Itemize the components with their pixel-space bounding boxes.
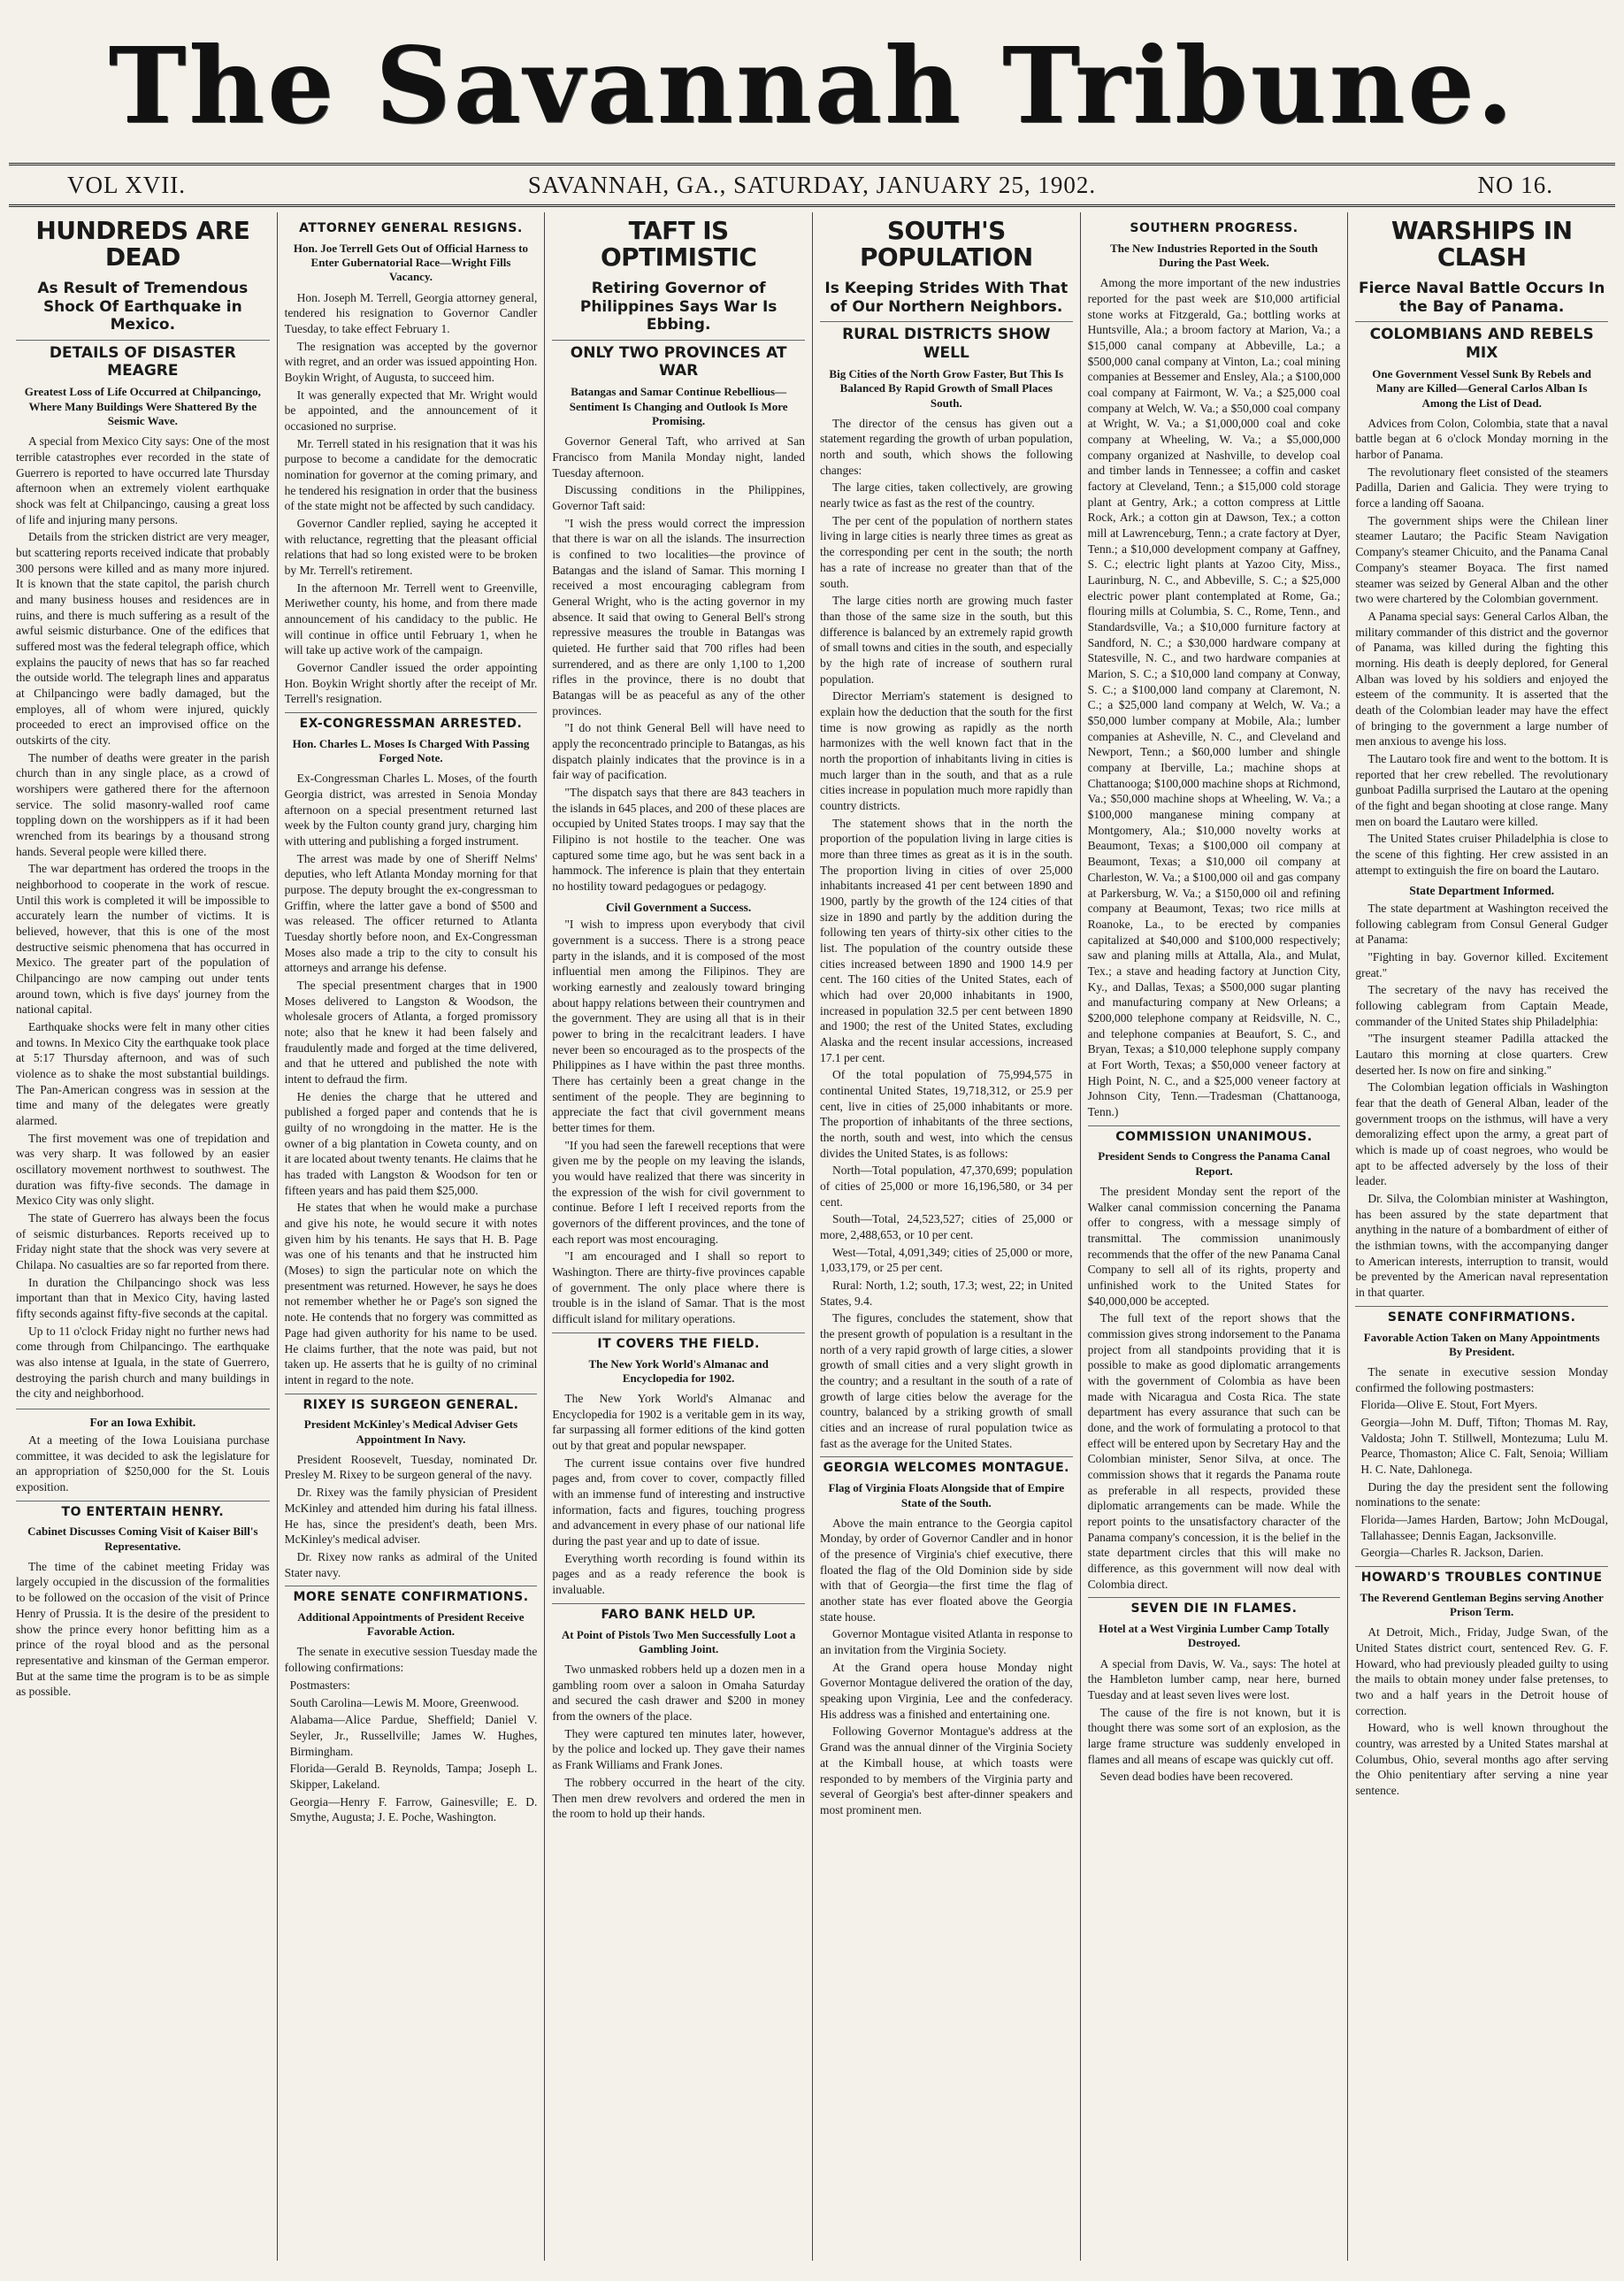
paragraph: The current issue contains over five hundred pages and, from cover to cover, compactly filled with an immense fund of interesting and instructive information, facts and figures, touching progress and advancement in every phase of our national life during the past year and up to date of issue.: [552, 1455, 805, 1548]
headline-hundreds-dead: HUNDREDS ARE DEAD: [35, 216, 250, 273]
section-heading: Civil Government a Success.: [606, 900, 752, 914]
paragraph: The statement shows that in the north the proportion of the population living in large cities is more than three times as great as it is in the south. The proportion living in cities of over 25,000 inhabitants increased 41 per cent between 1890 and 1900, partly by the growth of the 124 cities of that size in 1890 and partly by the addition during the following ten years of thirty-six other cities to the list. The population of the country outside these cities increased between 1890 and 1900 14.9 per cent. The 160 cities of the United States, each of which had over 20,000 inhabitants in 1900, increased in population 32.5 per cent between 1890 and 1900; the rest of the United States, excluding Alaska and the recent insular accessions, increased 17.1 per cent.: [819, 816, 1073, 1064]
article-heading: HOWARD'S TROUBLES CONTINUE: [1355, 1566, 1608, 1586]
column-6: [1347, 212, 1615, 2261]
paragraph: Hon. Joseph M. Terrell, Georgia attorney general, tendered his resignation to Governor Candler Tuesday, to take effect February 1.: [284, 290, 538, 335]
deck: President McKinley's Medical Adviser Gets Appointment In Navy.: [303, 1417, 518, 1446]
paragraph: The government ships were the Chilean liner steamer Lautaro; the Pacific Steam Navigation Company's steamer Chicuito, and the Panama Canal Company's steamer Boyaca. The first named steamer was seized by General Alban and the other two were chartered by the Colombian government.: [1355, 513, 1608, 606]
column-3: [544, 212, 812, 2261]
paragraph: "If you had seen the farewell receptions that were given me by the people on my leaving the islands, you would have realized that there was sincerity in the expression of the wish for civil government to continue. Before I left I received reports from the governors of the different provinces, and the tone of each report was most encouraging.: [552, 1138, 805, 1246]
paragraph: The revolutionary fleet consisted of the steamers Padilla, Darien and Galicia. They were trying to force a landing off Saoana.: [1355, 465, 1608, 511]
paragraph: Details from the stricken district are very meager, but scattering reports received indicate that probably 300 persons were killed and as many more injured. It is known that the state capitol, the parish church and many business houses and residences are in ruins, and there is much suffering as a result of the awful seismic disturbance. One of the edifices that suffered most was the federal telegraph office, which explains the paucity of news that has so far reached the outside world. The telegraph lines and apparatus at Chilpancingo were badly damaged, but the employes, all of whom were injured, quickly proceeded to erect an improvised office on the outskirts of the city.: [16, 530, 270, 747]
article-heading: RIXEY IS SURGEON GENERAL.: [285, 1394, 538, 1413]
dateline: SAVANNAH, GA., SATURDAY, JANUARY 25, 1902.: [527, 172, 1097, 198]
deck: The New York World's Almanac and Encyclopedia for 1902.: [588, 1356, 769, 1385]
subheadline: DETAILS OF DISASTER MEAGRE: [16, 340, 270, 380]
article-heading: ATTORNEY GENERAL RESIGNS.: [299, 221, 523, 235]
paragraph: "The dispatch says that there are 843 teachers in the islands in 645 places, and 200 of these places are occupied by United States troops. I may say that the Filipino is not hostile to the teacher. One was captured some time ago, but he was sent back in a hammock. The inference is plain that they entertain no hostility toward pedagogues or pedagogy.: [552, 785, 805, 893]
paragraph: The number of deaths were greater in the parish church than in any single place, as a crowd of worshipers were gathered there for the afternoon service. The solid masonry-walled roof came toppling down on the worshippers as if it had been wrenched from its bearings by a thousand strong hands. Several people were killed there.: [16, 750, 270, 858]
paragraph: Above the main entrance to the Georgia capitol Monday, by order of Governor Candler and in honor of the presence of Virginia's chief executive, there floated the flag of the Old Dominion side by side with that of Georgia—the first time the flag of another state has ever floated above the Georgia state house.: [819, 1516, 1073, 1624]
paragraph: The war department has ordered the troops in the neighborhood to cooperate in the work of rescue. Until this work is completed it will be impossible to accurately learn the number of victims. It is believed, however, that this is one of the most destructive seismic phenomena that has occurred in Mexico. The greater part of the population of Chilpancingo are now camping out under tents around town, which is five days' journey from the national capital.: [16, 862, 270, 1017]
list-item: Florida—Olive E. Stout, Fort Myers.: [1360, 1398, 1538, 1412]
deck: One Government Vessel Sunk By Rebels and Many are Killed—General Carlos Alban Is Among the List of Dead.: [1372, 367, 1592, 410]
paragraph: They were captured ten minutes later, however, by the police and locked up. They gave their names as Frank Williams and Frank Jones.: [552, 1726, 805, 1772]
paragraph: The secretary of the navy has received the following cablegram from Captain Meade, commander of the United States ship Philadelphia:: [1355, 983, 1608, 1028]
paragraph: South—Total, 24,523,527; cities of 25,000 or more, 2,488,653, or 10 per cent.: [819, 1212, 1073, 1242]
paragraph: Mr. Terrell stated in his resignation that it was his purpose to become a candidate for the democratic nomination for governor at the coming primary, and he tendered his resignation in order that the business of the state might not be affected by such candidacy.: [284, 436, 538, 513]
column-1: [9, 212, 277, 2261]
paragraph: In duration the Chilpancingo shock was less important than that in Mexico City, having lasted fifty seconds against fifty-five seconds at the capital.: [16, 1275, 270, 1321]
article-heading: TO ENTERTAIN HENRY.: [16, 1501, 270, 1520]
paragraph: At the Grand opera house Monday night Governor Montague delivered the oration of the day, speaking upon Virginia, Lee and the confederacy. His address was a finished and entertaining one.: [819, 1660, 1073, 1721]
paragraph: "I wish the press would correct the impression that there is war on all the islands. The insurrection is confined to two localities—the province of Batangas and the island of Samar. This morning I received a most encouraging cablegram from General Wright, who is the acting governor in my absence. It said that owing to General Bell's strong repressive measures the trouble in Batangas was quieted. He further said that 700 rifles had been surrendered, and as there are only 1,100 to 1,200 rifles in the province, there is no doubt that Batangas will be as peaceful as any of the other provinces.: [552, 516, 805, 718]
paragraph: Governor General Taft, who arrived at San Francisco from Manila Monday night, landed Tuesday afternoon.: [552, 434, 805, 480]
paragraph: The United States cruiser Philadelphia is close to the scene of this fighting. Her crew assisted in an attempt to extinguish the fire on board the Lautaro.: [1355, 832, 1608, 877]
subheadline: ONLY TWO PROVINCES AT WAR: [552, 340, 805, 380]
paragraph: A Panama special says: General Carlos Alban, the military commander of this district and the governor of Panama, was killed during the fighting this morning. His death is deeply deplored, for General Alban was loved by his soldiers and enjoyed the esteem of the community. It is asserted that the death of the Colombian leader may have the effect of bringing to the government a large number of men anxious to avenge his loss.: [1355, 609, 1608, 749]
paragraph: The president Monday sent the report of the Walker canal commission concerning the Panama offer to congress, with a message simply of transmittal. The commission unanimously recommends that the offer of the new Panama Canal Company to sell all of its rights, property and unfinished work to the United States for $40,000,000 be accepted.: [1087, 1184, 1341, 1308]
deck: Additional Appointments of President Receive Favorable Action.: [297, 1609, 525, 1639]
paragraph: The senate in executive session Tuesday made the following confirmations:: [284, 1645, 538, 1675]
list-item: Georgia—Charles R. Jackson, Darien.: [1360, 1546, 1544, 1560]
paragraph: Howard, who is well known throughout the country, was arrested by a United States marshal at Columbus, Ohio, several months ago after serving the Ohio penitentiary after serving a nine year sentence.: [1355, 1721, 1608, 1798]
paragraph: Dr. Silva, the Colombian minister at Washington, has been assured by the state department that anything in the nature of a bombardment of either of the isthmian towns, with the accompanying danger to American interests, interruption to transit, would be prevented by the American naval representation in that quarter.: [1355, 1192, 1608, 1300]
article-heading: EX-CONGRESSMAN ARRESTED.: [285, 712, 538, 732]
paragraph: The state of Guerrero has always been the focus of seismic disturbances. Reports received up to Friday night state that the shock was very severe at Chilapa. No casualties are so far reported from there.: [16, 1211, 270, 1272]
paragraph: Seven dead bodies have been recovered.: [1099, 1770, 1293, 1784]
paragraph: The senate in executive session Monday confirmed the following postmasters:: [1355, 1365, 1608, 1394]
paragraph: President Roosevelt, Tuesday, nominated Dr. Presley M. Rixey to be surgeon general of the navy.: [284, 1452, 538, 1482]
article-heading: GEORGIA WELCOMES MONTAGUE.: [820, 1456, 1073, 1476]
paragraph: The time of the cabinet meeting Friday was largely occupied in the discussion of the formalities to be followed on the occasion of the visit of Prince Henry of Prussia. It is the desire of the president to show the prince every honor befitting him as a prince of the royal blood and as the personal representative and kinsman of the German emperor. But at the same time the program is to be as simple as possible.: [16, 1559, 270, 1699]
column-2: [277, 212, 545, 2261]
deck: The Reverend Gentleman Begins serving Another Prison Term.: [1360, 1590, 1604, 1619]
list-item: Alabama—Alice Pardue, Sheffield; Daniel V. Seyler, Jr., Russellville; James W. Hughes, Birmingham.: [289, 1713, 538, 1758]
deck: Hon. Joe Terrell Gets Out of Official Harness to Enter Gubernatorial Race—Wright Fills Vacancy.: [293, 241, 529, 284]
paragraph: He denies the charge that he uttered and published a forged paper and contends that he is guilty of no wrongdoing in the matter. He is the owner of a big plantation in Coweta county, and on it are located about twenty tenants. He claims that he has traded with Langston & Woodson for ten or fifteen years and has paid them $25,000.: [284, 1089, 538, 1197]
paragraph: At Detroit, Mich., Friday, Judge Swan, of the United States district court, sentenced Rev. G. F. Howard, who had previously pleaded guilty to using the mails to obtain money under false pretenses, to two and a half years in the Detroit house of correction.: [1355, 1625, 1608, 1717]
deck: Hotel at a West Virginia Lumber Camp Totally Destroyed.: [1099, 1622, 1329, 1650]
paragraph: Following Governor Montague's address at the Grand was the annual dinner of the Virginia Society at the Kimball house, at which toasts were responded to by members of the Virginia party and several of Georgia's best after-dinner speakers and most prominent men.: [819, 1724, 1073, 1816]
paragraph: The cause of the fire is not known, but it is thought there was some sort of an explosion, as the large frame structure was suddenly enveloped in flames and all means of escape was quickly cut off.: [1087, 1705, 1341, 1766]
article-heading: FARO BANK HELD UP.: [552, 1603, 805, 1623]
paragraph: "I do not think General Bell will have need to apply the reconcentrado principle to Batangas, as his dispatch plainly indicates that the province is in a fair way of pacification.: [552, 721, 805, 782]
subheadline: Is Keeping Strides With That of Our Northern Neighbors.: [824, 280, 1069, 316]
paragraph: The robbery occurred in the heart of the city. Then men drew revolvers and ordered the men in the room to hold up their hands.: [552, 1775, 805, 1821]
headline-taft-optimistic: TAFT IS OPTIMISTIC: [600, 216, 757, 273]
paragraph: Of the total population of 75,994,575 in continental United States, 19,718,312, or 25.9 per cent, live in cities of 25,000 inhabitants or more. The proportion of inhabitants of the three sections, the north, south and west, into which the census divides the United States, is as follows:: [819, 1068, 1073, 1160]
volume-number: VOL XVII.: [67, 172, 186, 198]
headline-warships-clash: WARSHIPS IN CLASH: [1390, 216, 1573, 273]
deck: Big Cities of the North Grow Faster, But This Is Balanced By Rapid Growth of Small Places South.: [829, 367, 1064, 410]
list-item: Georgia—John M. Duff, Tifton; Thomas M. Ray, Valdosta; John T. Stillwell, Montezuma; Lulu M. Pearce, Thomaston; Alice C. Falt, Senoia; William H. C. Nate, Dahlonega.: [1360, 1416, 1608, 1477]
paragraph: "I wish to impress upon everybody that civil government is a success. There is a strong peace party in the islands, and it is composed of the most influential men among the Filipinos. They are working earnestly and zealously toward bringing about happy relations between their countrymen and the government. They are using all that is in their power to bring in the recalcitrant leaders. I have never been so encouraged as to the prospects of the Philippines as I have within the past three months. There has certainly been a great change in the sentiment of the people. They are beginning to appreciate the fact that civil government means better times for them.: [552, 918, 805, 1135]
paragraph: Among the more important of the new industries reported for the past week are $10,000 artificial stone works at Fitzgerald, Ga.; bottling works at Huntsville, Ala.; a broom factory at Marion, Va.; a $15,000 canal company at Abbeville, La.; a $500,000 canal company at Vinton, La.; coal mining companies at Bessemer and Ensley, Ala.; a $100,000 coal company at Fairmont, W. Va.; a $25,000 coal company at Welch, W. Va.; a $50,000 coal company at Wright, W. Va.; a $1,000,000 coal and coke company at Wheeling, W. Va.; a $5,000,000 company organized at Nashville, to develop coal and timber lands in Tennessee; a coffin and casket factory at Cleveland, Tenn.; a $15,000 cold storage plant at Gentry, Ark.; a cotton compress at Little Rock, Ark.; a cotton gin at Dawson, Tex.; a cotton mill at Lawrenceburg, Tenn.; a crate factory at Dyer, Tenn.; a $10,000 development company at Gaffney, S. C.; electric light plants at Yazoo City, Miss., Laurinburg, N. C., and Abbeville, S. C.; a $25,000 electric power plant contemplated at Rome, Ga.; flouring mills at Columbia, S. C., Rome, Tenn., and Standardsville, Va.; a $10,000 furniture factory at Sandford, N. C.; a $30,000 hardware company at Statesville, N. C., and two hardware companies at Marion, S. C.; a $10,000 land company at Conway, S. C.; a $100,000 land company at Claremont, N. C.; a $25,000 land company at Welch, W. Va.; a $50,000 lumber company at Mobile, Ala.; lumber companies at Asheville, N. C., and Cleveland and Newport, Tenn.; a $60,000 lumber and shingle company at Iberville, La.; machine shops at Chattanooga; $100,000 machine shops at Richmond, Va.; $50,000 machine shops at Wheeling, W. Va.; a $100,000 manganese mining company at Montgomery, Ala.; $10,000 novelty works at Beaumont, Texas; a $100,000 oil company at Beaumont, Texas; a $10,000 oil company at Charleston, W. Va.; a $100,000 oil and gas company at Parkersburg, W. Va.; a $150,000 oil and refining company at Beaumont, Texas; two rice mills at Roanoke, La., to be erected by companies capitalized at $40,000 and $100,000 respectively; saw and planing mills at Attalla, Ala., and Mulat, Tex.; a stave and heading factory at Junction City, Ky., and Dallas, Texas; a $500,000 sugar planting and manufacturing company at New Orleans; a $200,000 telephone company at Reidsville, N. C., and telephone companies at Beaufort, S. C., and Bryan, Texas; a $10,000 telephone supply company at Fort Worth, Texas; a $50,000 veneer factory at High Point, N. C., and a $25,000 veneer factory at Johnson City, Tenn.—Tradesman (Chattanooga, Tenn.): [1087, 276, 1341, 1118]
list-item: Georgia—Henry F. Farrow, Gainesville; E. D. Smythe, Augusta; J. E. Poche, Washington.: [289, 1794, 538, 1824]
deck: Cabinet Discusses Coming Visit of Kaiser Bill's Representative.: [27, 1525, 258, 1553]
deck: President Sends to Congress the Panama Canal Report.: [1098, 1149, 1330, 1178]
paragraph: The Colombian legation officials in Washington fear that the death of General Alban, leader of the government troops on the isthmus, will have a very demoralizing effect upon the army, a great part of which is made up of coast negroes, who would be apt to be affected adversely by the loss of their leader.: [1355, 1080, 1608, 1188]
article-heading: SOUTHERN PROGRESS.: [1130, 221, 1298, 235]
list-item: Postmasters:: [289, 1678, 350, 1692]
paragraph: West—Total, 4,091,349; cities of 25,000 or more, 1,033,179, or 25 per cent.: [819, 1245, 1073, 1275]
paragraph: The first movement was one of trepidation and was very sharp. It was followed by an easier oscillatory movement northwest to southwest. The duration was fifty-five seconds. The damage in Mexico City was only slight.: [16, 1131, 270, 1208]
deck: Hon. Charles L. Moses Is Charged With Passing Forged Note.: [292, 736, 530, 765]
paragraph: The New York World's Almanac and Encyclopedia for 1902 is a veritable gem in its way, far surpassing all former editions of the kind gotten out by that great and popular newspaper.: [552, 1392, 805, 1453]
article-heading: COMMISSION UNANIMOUS.: [1088, 1125, 1341, 1145]
paragraph: He states that when he would make a purchase and give his note, he would secure it with notes given him by his tenants. He says that H. B. Page was one of his tenants and that he instructed him (Moses) to sign the particular note on which the presentment was returned. However, he says he does not remember whether he or Page's son signed the note. He contends that no forgery was committed as Page had given authority for his name to be used. He claims further, that the note was paid, but not taken up. He asserts that he is guilty of no criminal intent in regard to the note.: [284, 1201, 538, 1386]
paragraph: Governor Candler replied, saying he accepted it with reluctance, regretting that the pleasant official relations that had so long existed were to be broken by Mr. Terrell's retirement.: [284, 516, 538, 577]
article-heading: SENATE CONFIRMATIONS.: [1355, 1306, 1608, 1325]
columns: [9, 212, 1615, 2261]
paragraph: The state department at Washington received the following cablegram from Consul General Gudger at Panama:: [1355, 901, 1608, 947]
column-5: [1080, 212, 1348, 2261]
newspaper-page: [9, 7, 1615, 2267]
list-item: South Carolina—Lewis M. Moore, Greenwood.: [289, 1695, 519, 1709]
headline-souths-population: SOUTH'S POPULATION: [859, 216, 1033, 273]
paragraph: "Fighting in bay. Governor killed. Excitement great.": [1355, 949, 1608, 979]
paragraph: The Lautaro took fire and went to the bottom. It is reported that her crew rebelled. The revolutionary gunboat Padilla surprised the Lautaro at the opening of the fight and began shooting at close range. Many men on board the Lautaro were killed.: [1355, 751, 1608, 828]
paragraph: Dr. Rixey now ranks as admiral of the United Stater navy.: [284, 1549, 538, 1579]
paragraph: The per cent of the population of northern states living in large cities is nearly three times as great as the corresponding per cent in the south; the north has a rate of increase no greater than that of the south.: [819, 513, 1073, 590]
newspaper-title: The Savannah Tribune.: [108, 23, 1516, 147]
masthead: [9, 7, 1615, 163]
paragraph: A special from Mexico City says: One of the most terrible catastrophes ever recorded in the state of Guerrero is reported to have occurred late Thursday afternoon when an extremely violent earthquake shock was felt at Chilpancingo, causing a great loss of life and injuring many persons.: [16, 434, 270, 526]
paragraph: In the afternoon Mr. Terrell went to Greenville, Meriwether county, his home, and from there made announcement of his candidacy to the public. He will continue in office until February 1, when he will take up active work of the campaign.: [284, 580, 538, 657]
paragraph: Dr. Rixey was the family physician of President McKinley and attended him during his fatal illness. He has, since the president's death, been Mrs. McKinley's medical adviser.: [284, 1486, 538, 1547]
paragraph: Director Merriam's statement is designed to explain how the deduction that the south for the first time is now growing as rapidly as the north harmonizes with the well known fact that in the north the proportion of inhabitants living in cities is much larger than in the south, and that as a rule cities increase in population much more rapidly than country districts.: [819, 689, 1073, 812]
deck: Greatest Loss of Life Occurred at Chilpancingo, Where Many Buildings Were Shattered By the Seismic Wave.: [24, 385, 261, 427]
column-4: [812, 212, 1080, 2261]
list-item: Florida—Gerald B. Reynolds, Tampa; Joseph L. Skipper, Lakeland.: [289, 1762, 538, 1791]
paragraph: The director of the census has given out a statement regarding the growth of urban population, north and south, which shows the following changes:: [819, 416, 1073, 477]
subheadline: COLOMBIANS AND REBELS MIX: [1355, 321, 1608, 362]
subheadline: Fierce Naval Battle Occurs In the Bay of Panama.: [1358, 280, 1605, 316]
deck: Batangas and Samar Continue Rebellious—Sentiment Is Changing and Outlook Is More Promising.: [569, 385, 788, 427]
deck: Favorable Action Taken on Many Appointments By President.: [1363, 1330, 1600, 1358]
paragraph: Two unmasked robbers held up a dozen men in a gambling room over a saloon in Omaha Saturday and secured the cash drawer and $200 in money from the owners of the place.: [552, 1663, 805, 1724]
paragraph: North—Total population, 47,370,699; population of cities of 25,000 or more 16,196,580, or 34 per cent.: [819, 1164, 1073, 1209]
paragraph: It was generally expected that Mr. Wright would be appointed, and the announcement of it occasioned no surprise.: [284, 388, 538, 433]
paragraph: The large cities, taken collectively, are growing nearly twice as fast as the rest of the country.: [819, 480, 1073, 511]
paragraph: At a meeting of the Iowa Louisiana purchase committee, it was decided to ask the legislature for an appropriation of $250,000 for the St. Louis exposition.: [16, 1432, 270, 1494]
paragraph: The large cities north are growing much faster than those of the same size in the south, but this difference is balanced by an extremely rapid growth of small towns and cities in the south, and especially by the high rate of increase of southern rural population.: [819, 594, 1073, 686]
issue-number: NO 16.: [1477, 172, 1553, 198]
subheadline: As Result of Tremendous Shock Of Earthquake in Mexico.: [37, 280, 249, 334]
paragraph: Everything worth recording is found within its pages and as a ready reference the book is invaluable.: [552, 1551, 805, 1597]
deck: At Point of Pistols Two Men Successfully Loot a Gambling Joint.: [561, 1627, 796, 1655]
paragraph: Earthquake shocks were felt in many other cities and towns. In Mexico City the earthquake took place at 5:17 Thursday afternoon, and was of such violence as to shake the most substantial buildings. The Pan-American congress was in session at the time and many of the delegates were greatly alarmed.: [16, 1020, 270, 1128]
paragraph: The full text of the report shows that the commission gives strong indorsement to the Panama project from all standpoints providing that it is possible to make as good diplomatic arrangements with the government of Colombia as have been made with Nicaragua and Costa Rica. The state department has every assurance that such can be done, and the work of formulating a protocol to that effect will be entered upon by Secretary Hay and the Colombian minister, Senor Silva, at once. The commission shows that it regards the Panama route as preferable in all respects, provided these diplomatic arrangements can be made. While the report points to the unsatisfactory character of the Panama company's concession, it is the belief in the state department circles that this will make no difference, as this government will now deal with Colombia direct.: [1087, 1311, 1341, 1591]
deck: Flag of Virginia Floats Alongside that of Empire State of the South.: [828, 1481, 1065, 1509]
paragraph: During the day the president sent the following nominations to the senate:: [1355, 1479, 1608, 1509]
list-item: Florida—James Harden, Bartow; John McDougal, Tallahassee; Dennis Eagan, Jacksonville.: [1360, 1513, 1608, 1542]
paragraph: A special from Davis, W. Va., says: The hotel at the Hambleton lumber camp, near here, burned Tuesday and at least seven lives were lost.: [1087, 1656, 1341, 1701]
paragraph: Governor Montague visited Atlanta in response to an invitation from the Virginia Society.: [819, 1627, 1073, 1657]
paragraph: The resignation was accepted by the governor with regret, and an order was issued appointing Hon. Boykin Wright, of Augusta, to succeed him.: [284, 339, 538, 384]
article-heading: SEVEN DIE IN FLAMES.: [1088, 1597, 1341, 1617]
paragraph: Advices from Colon, Colombia, state that a naval battle began at 6 o'clock Monday morning in the harbor of Panama.: [1355, 416, 1608, 462]
paragraph: Ex-Congressman Charles L. Moses, of the fourth Georgia district, was arrested in Senoia Monday afternoon on a special presentment returned last week by the Fulton county grand jury, charging him with uttering and publishing a forged instrument.: [284, 772, 538, 848]
subheadline: RURAL DISTRICTS SHOW WELL: [820, 321, 1073, 362]
paragraph: The arrest was made by one of Sheriff Nelms' deputies, who left Atlanta Monday morning for that purpose. The deputy brought the ex-congressman to Griffin, where the latter gave a bond of $500 and was released. The officer returned to Atlanta Tuesday shortly before noon, and Ex-Congressman Moses also made a trip to the city to consult his attorneys and arrange his defense.: [284, 851, 538, 975]
paragraph: Rural: North, 1.2; south, 17.3; west, 22; in United States, 9.4.: [819, 1279, 1073, 1308]
section-heading: For an Iowa Exhibit.: [89, 1416, 196, 1430]
paragraph: Discussing conditions in the Philippines, Governor Taft said:: [552, 483, 805, 512]
paragraph: The figures, concludes the statement, show that the present growth of population is a resultant in the north of a very rapid growth of large cities, a slower growth of small cities and a very slight growth in the country; and a resultant in the south of a rate of growth of large cities below the average for the country, balanced by a striking growth of small cities and an increase of rural population twice as fast as the average for the United States.: [819, 1311, 1073, 1450]
deck: The New Industries Reported in the South During the Past Week.: [1110, 241, 1318, 270]
section-heading: State Department Informed.: [1409, 884, 1555, 898]
paragraph: Governor Candler issued the order appointing Hon. Boykin Wright shortly after the receipt of Mr. Terrell's resignation.: [284, 661, 538, 706]
paragraph: "I am encouraged and I shall so report to Washington. There are thirty-five provinces capable of government. The only place where there is trouble is in the island of Samar. That is the most difficult island for military operations.: [552, 1249, 805, 1326]
paragraph: "The insurgent steamer Padilla attacked the Lautaro this morning at close quarters. Crew deserted her. Is now on fire and sinking.": [1355, 1032, 1608, 1077]
paragraph: The special presentment charges that in 1900 Moses delivered to Langston & Woodson, the wholesale grocers of Atlanta, a forged promissory note; also that he knew it had been falsely and fraudulently made and forged at the time delivered, and that he uttered and published the note with intent to defraud the firm.: [284, 979, 538, 1087]
paragraph: Up to 11 o'clock Friday night no further news had come through from Chilpancingo. The earthquake was also intense at Iguala, in the state of Guerrero, destroying the parish church and many buildings in the city and neighborhood.: [16, 1324, 270, 1401]
article-heading: IT COVERS THE FIELD.: [552, 1333, 805, 1352]
article-heading: MORE SENATE CONFIRMATIONS.: [285, 1586, 538, 1605]
subheadline: Retiring Governor of Philippines Says War Is Ebbing.: [579, 280, 778, 334]
dateline-bar: [9, 163, 1615, 207]
